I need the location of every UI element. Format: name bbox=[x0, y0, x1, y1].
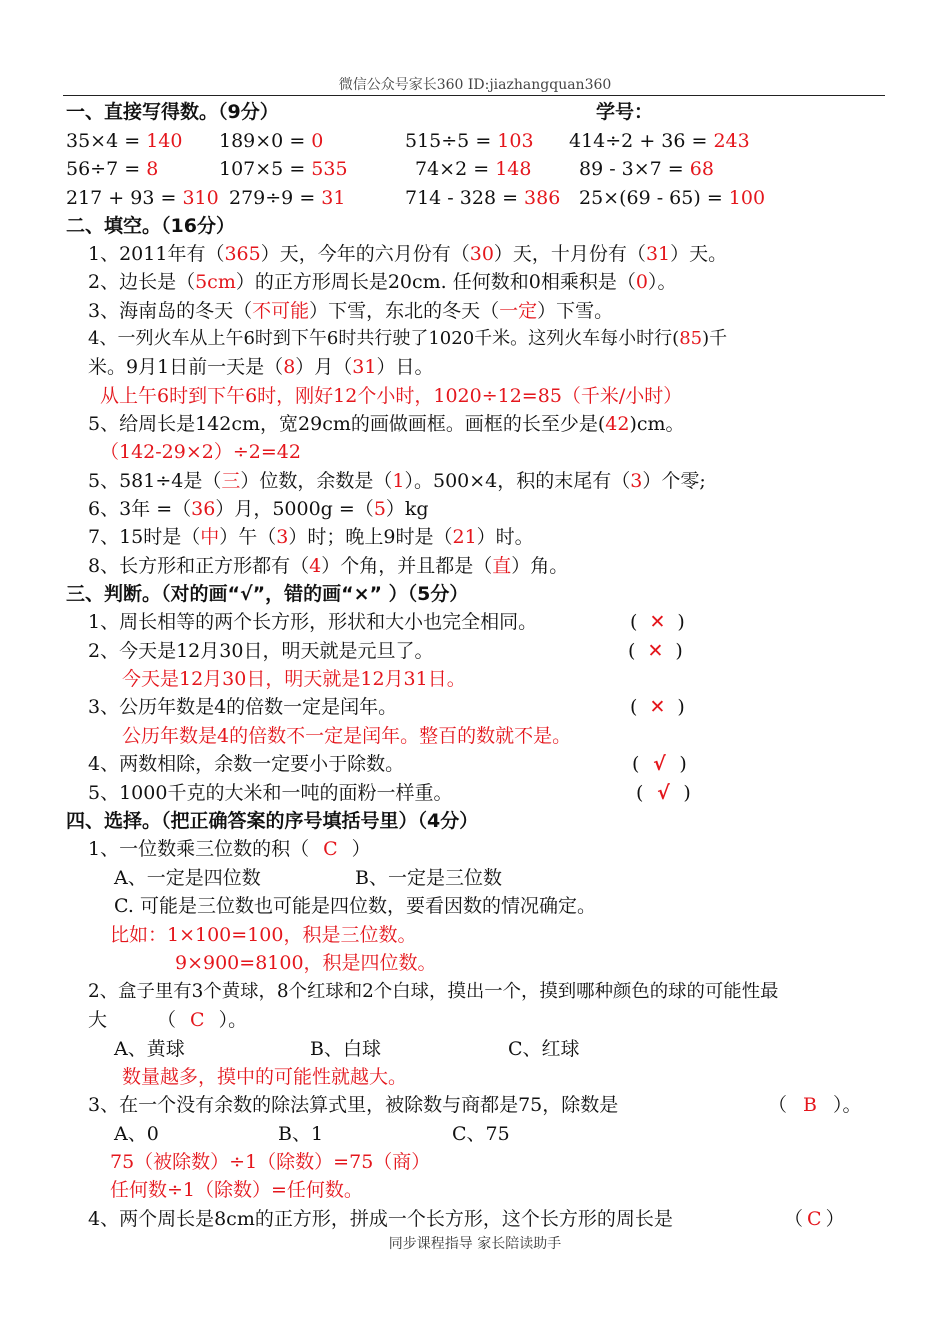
judge-question: 1、周长相等的两个长方形，形状和大小也完全相同。 bbox=[88, 611, 538, 633]
answer-note: （142-29×2）÷2=42 bbox=[100, 441, 301, 463]
student-number-label: 学号： bbox=[596, 101, 654, 123]
calc-item: 74×2 = 148 bbox=[415, 158, 532, 180]
cross-mark-icon: ✕ bbox=[647, 640, 664, 662]
calc-item: 217 + 93 = 310 bbox=[66, 187, 219, 209]
choice-question-1: 1、一位数乘三位数的积（ C ） bbox=[88, 838, 371, 860]
fill-question-3: 3、海南岛的冬天（不可能）下雪，东北的冬天（一定）下雪。 bbox=[88, 300, 614, 322]
choice-option: C、红球 bbox=[508, 1038, 580, 1060]
choice-option: A、0 bbox=[114, 1123, 159, 1145]
fill-question-4: 4、一列火车从上午6时到下午6时共行驶了1020千米。这列火车每小时行(85)千 bbox=[88, 328, 728, 349]
calc-item: 714 - 328 = 386 bbox=[405, 187, 561, 209]
answer-note: 比如：1×100=100，积是三位数。 bbox=[110, 924, 417, 946]
answer-note: 今天是12月30日，明天就是12月31日。 bbox=[122, 668, 466, 690]
cross-mark-icon: ✕ bbox=[649, 696, 666, 718]
answer-note: 从上午6时到下午6时，刚好12个小时，1020÷12=85（千米/小时） bbox=[100, 385, 683, 407]
answer-note: 公历年数是4的倍数不一定是闰年。整百的数就不是。 bbox=[122, 725, 572, 747]
choice-option: B、白球 bbox=[310, 1038, 381, 1060]
judge-answer: ( ✕ ) bbox=[630, 696, 685, 718]
calc-item: 107×5 = 535 bbox=[219, 158, 348, 180]
fill-question-4-cont: 米。9月1日前一天是（8）月（31）日。 bbox=[88, 356, 434, 378]
fill-question-2: 2、边长是（5cm）的正方形周长是20cm. 任何数和0相乘积是（0）。 bbox=[88, 271, 677, 293]
answer-note: 任何数÷1（除数）=任何数。 bbox=[110, 1179, 363, 1201]
section-1-title: 一、直接写得数。（9分） bbox=[66, 101, 279, 123]
page-header: 微信公众号家长360 ID:jiazhangquan360 bbox=[338, 77, 612, 93]
answer-note: 75（被除数）÷1（除数）=75（商） bbox=[110, 1151, 431, 1173]
calc-item: 414÷2 + 36 = 243 bbox=[569, 130, 750, 152]
choice-question-2-cont: 大 （ C ）。 bbox=[88, 1009, 248, 1031]
judge-answer: ( √ ) bbox=[636, 782, 691, 804]
fill-question-6: 6、3年 =（36）月，5000g =（5）kg bbox=[88, 498, 429, 520]
calc-item: 25×(69 - 65) = 100 bbox=[579, 187, 766, 209]
judge-question: 5、1000千克的大米和一吨的面粉一样重。 bbox=[88, 782, 453, 804]
choice-answer-4: （ C ） bbox=[784, 1208, 845, 1230]
choice-option: C、75 bbox=[452, 1123, 510, 1145]
choice-option: A、黄球 bbox=[114, 1038, 185, 1060]
answer-note: 数量越多，摸中的可能性就越大。 bbox=[122, 1066, 408, 1088]
cross-mark-icon: ✕ bbox=[649, 611, 666, 633]
fill-question-5b: 5、581÷4是（三）位数，余数是（1）。500×4，积的末尾有（3）个零; bbox=[88, 470, 706, 492]
calc-item: 89 - 3×7 = 68 bbox=[579, 158, 714, 180]
fill-question-7: 7、15时是（中）午（3）时；晚上9时是（21）时。 bbox=[88, 526, 534, 548]
judge-answer: ( ✕ ) bbox=[628, 640, 683, 662]
calc-item: 279÷9 = 31 bbox=[229, 187, 346, 209]
judge-question: 2、今天是12月30日，明天就是元旦了。 bbox=[88, 640, 434, 662]
choice-question-2: 2、盒子里有3个黄球，8个红球和2个白球，摸出一个，摸到哪种颜色的球的可能性最 bbox=[88, 981, 779, 1002]
choice-option: B、一定是三位数 bbox=[355, 867, 502, 889]
judge-question: 4、两数相除，余数一定要小于除数。 bbox=[88, 753, 405, 775]
check-mark-icon: √ bbox=[657, 782, 670, 804]
section-2-title: 二、填空。（16分） bbox=[66, 215, 235, 237]
section-3-title: 三、判断。（对的画“√”，错的画“×” ）（5分） bbox=[66, 583, 469, 605]
calc-item: 56÷7 = 8 bbox=[66, 158, 159, 180]
choice-option: C. 可能是三位数也可能是四位数，要看因数的情况确定。 bbox=[114, 895, 596, 917]
fill-question-8: 8、长方形和正方形都有（4）个角，并且都是（直）角。 bbox=[88, 555, 569, 577]
choice-option: A、一定是四位数 bbox=[114, 867, 261, 889]
calc-item: 189×0 = 0 bbox=[219, 130, 324, 152]
choice-option: B、1 bbox=[278, 1123, 324, 1145]
judge-question: 3、公历年数是4的倍数一定是闰年。 bbox=[88, 696, 398, 718]
answer-note: 9×900=8100，积是四位数。 bbox=[175, 952, 437, 974]
check-mark-icon: √ bbox=[653, 753, 666, 775]
fill-question-1: 1、2011年有（365）天，今年的六月份有（30）天，十月份有（31）天。 bbox=[88, 243, 728, 265]
section-4-title: 四、选择。（把正确答案的序号填括号里）（4分） bbox=[66, 810, 479, 832]
page-footer: 同步课程指导 家长陪读助手 bbox=[388, 1236, 562, 1252]
choice-answer-3: （ B ）。 bbox=[768, 1094, 862, 1116]
fill-question-5a: 5、给周长是142cm，宽29cm的画做画框。画框的长至少是(42)cm。 bbox=[88, 413, 685, 435]
calc-item: 515÷5 = 103 bbox=[405, 130, 534, 152]
calc-item: 35×4 = 140 bbox=[66, 130, 183, 152]
judge-answer: ( √ ) bbox=[632, 753, 687, 775]
header-rule bbox=[63, 95, 885, 96]
choice-question-3: 3、在一个没有余数的除法算式里，被除数与商都是75，除数是 bbox=[88, 1094, 619, 1116]
judge-answer: ( ✕ ) bbox=[630, 611, 685, 633]
choice-question-4: 4、两个周长是8cm的正方形，拼成一个长方形，这个长方形的周长是 bbox=[88, 1208, 673, 1230]
